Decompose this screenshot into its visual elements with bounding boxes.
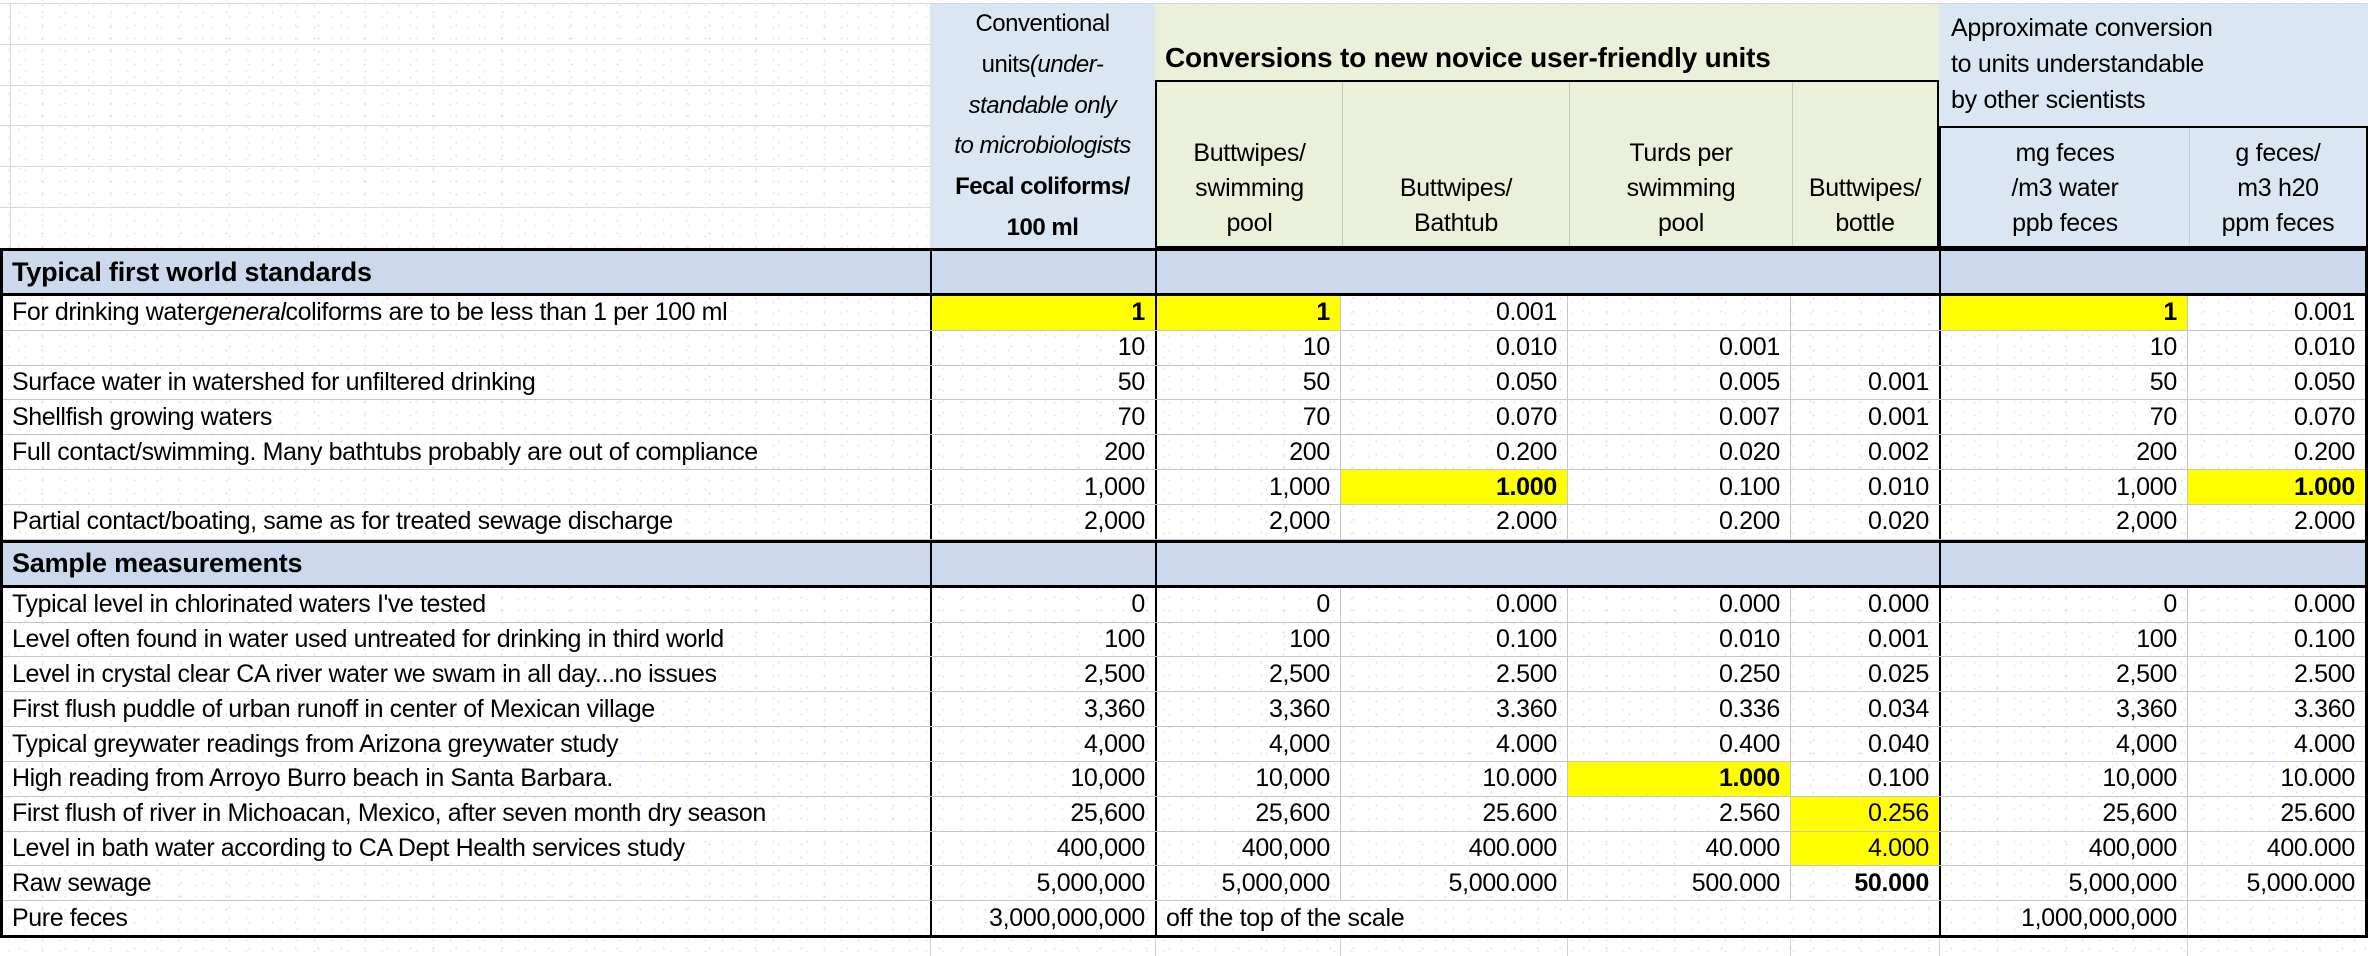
conventional-header-line: Conventional: [975, 10, 1110, 38]
cell[interactable]: [2187, 543, 2365, 585]
cell[interactable]: 400,000: [930, 832, 1155, 866]
cell[interactable]: 50.000: [1790, 866, 1939, 900]
cell[interactable]: 1: [1939, 296, 2187, 330]
conventional-header-line: 100 ml: [1006, 213, 1079, 241]
cell[interactable]: 100: [1939, 623, 2187, 657]
cell[interactable]: 2,000: [930, 505, 1155, 539]
table-row: [3, 692, 2365, 727]
cell[interactable]: [2187, 901, 2365, 935]
conventional-header-line: units (under-: [981, 51, 1104, 78]
table-row: [3, 832, 2365, 867]
table-row: [3, 505, 2365, 540]
cell[interactable]: 70: [1939, 400, 2187, 434]
cell[interactable]: 0.020: [1567, 435, 1790, 469]
row-label[interactable]: Full contact/swimming. Many bathtubs probably are out of compliance: [12, 437, 758, 466]
section-row: [3, 540, 2365, 588]
header-conventional-units[interactable]: [930, 4, 1155, 248]
cell[interactable]: 1: [1155, 296, 1340, 330]
cell[interactable]: 1: [930, 296, 1155, 330]
cell[interactable]: 0.010: [1790, 470, 1939, 504]
cell[interactable]: 0.070: [1340, 400, 1567, 434]
cell[interactable]: 2.500: [1340, 657, 1567, 691]
conventional-header-line: to microbiologists: [954, 132, 1131, 160]
table-row: [3, 866, 2365, 901]
cell[interactable]: 1,000,000,000: [1939, 901, 2187, 935]
table-row: [3, 296, 2365, 331]
cell[interactable]: 0.000: [1790, 588, 1939, 622]
cell[interactable]: 0.250: [1567, 657, 1790, 691]
cell[interactable]: 0.007: [1567, 400, 1790, 434]
cell[interactable]: 50: [930, 366, 1155, 400]
table-row: [3, 657, 2365, 692]
scientific-units-columns: [1939, 126, 2368, 248]
table-row: [3, 331, 2365, 366]
cell[interactable]: 0.400: [1567, 727, 1790, 761]
grid-line: [1340, 938, 1341, 956]
cell[interactable]: 10,000: [1155, 762, 1340, 796]
grid-line: [2187, 938, 2188, 956]
cell[interactable]: 2,500: [930, 657, 1155, 691]
cell[interactable]: 0.040: [1790, 727, 1939, 761]
cell[interactable]: 25,600: [1939, 797, 2187, 831]
cell[interactable]: 5,000.000: [1340, 866, 1567, 900]
table-row: [3, 588, 2365, 623]
cell[interactable]: 0.100: [1340, 623, 1567, 657]
cell[interactable]: 5,000,000: [1939, 866, 2187, 900]
table-row: [3, 762, 2365, 797]
cell[interactable]: 0.200: [2187, 435, 2365, 469]
cell[interactable]: 200: [930, 435, 1155, 469]
col-header-ppm-feces[interactable]: g feces/ m3 h20 ppm feces: [2189, 128, 2366, 246]
cell[interactable]: 100: [1155, 623, 1340, 657]
cell[interactable]: 4.000: [1790, 832, 1939, 866]
table-row: [3, 901, 2365, 935]
conversion-table: [0, 248, 2368, 938]
cell[interactable]: [1939, 543, 2187, 585]
row-label[interactable]: High reading from Arroyo Burro beach in Santa Barbara.: [12, 764, 613, 793]
scientific-units-title: [1939, 4, 2368, 118]
cell[interactable]: 0.020: [1790, 505, 1939, 539]
cell[interactable]: 0.200: [1567, 505, 1790, 539]
row-label[interactable]: Typical greywater readings from Arizona greywater study: [12, 729, 619, 758]
col-header-buttwipes-per-bathtub[interactable]: Buttwipes/ Bathtub: [1342, 82, 1569, 246]
cell[interactable]: [930, 251, 1155, 293]
empty-cell-row[interactable]: [0, 4, 930, 45]
cell[interactable]: [1155, 543, 1340, 585]
cell[interactable]: 2,000: [1155, 505, 1340, 539]
row-label[interactable]: Shellfish growing waters: [12, 402, 272, 431]
cell[interactable]: 25,600: [1155, 797, 1340, 831]
header-novice-units: [1155, 4, 1939, 248]
cell[interactable]: 0.000: [2187, 588, 2365, 622]
cell[interactable]: [1939, 251, 2187, 293]
row-label[interactable]: Level in crystal clear CA river water we swam in all day...no issues: [12, 659, 717, 688]
scientific-title-line: to units understandable: [1951, 50, 2205, 78]
cell[interactable]: 10: [1155, 331, 1340, 365]
row-label[interactable]: First flush puddle of urban runoff in center of Mexican village: [12, 694, 655, 723]
grid-line: [930, 938, 931, 956]
row-label[interactable]: [3, 331, 930, 365]
cell[interactable]: [1567, 296, 1790, 330]
cell[interactable]: 0.001: [1790, 400, 1939, 434]
cell[interactable]: 0.025: [1790, 657, 1939, 691]
cell[interactable]: [1567, 251, 1790, 293]
cell[interactable]: 100: [930, 623, 1155, 657]
cell[interactable]: 1,000: [1155, 470, 1340, 504]
row-label[interactable]: Typical level in chlorinated waters I've tested: [12, 590, 486, 619]
cell[interactable]: 1,000: [1939, 470, 2187, 504]
cell[interactable]: 5,000.000: [2187, 866, 2365, 900]
row-label[interactable]: Pure feces: [12, 903, 128, 932]
cell[interactable]: 400.000: [1340, 832, 1567, 866]
cell[interactable]: 1.000: [1567, 762, 1790, 796]
table-row: [3, 366, 2365, 401]
cell[interactable]: 0.100: [1790, 762, 1939, 796]
grid-line: [1155, 938, 1156, 956]
row-label[interactable]: [3, 470, 930, 504]
cell[interactable]: 2.000: [1340, 505, 1567, 539]
cell[interactable]: 400,000: [1939, 832, 2187, 866]
cell[interactable]: 50: [1939, 366, 2187, 400]
cell[interactable]: 0: [930, 588, 1155, 622]
cell[interactable]: [1790, 331, 1939, 365]
grid-line: [1939, 938, 1940, 956]
table-row: [3, 435, 2365, 470]
header-scientific-units: [1939, 4, 2368, 248]
row-label[interactable]: Raw sewage: [12, 868, 152, 897]
cell[interactable]: 5,000,000: [1155, 866, 1340, 900]
cell[interactable]: 3.360: [2187, 692, 2365, 726]
cell[interactable]: 10: [1939, 331, 2187, 365]
cell[interactable]: 2.000: [2187, 505, 2365, 539]
cell[interactable]: [1790, 251, 1939, 293]
row-label[interactable]: Surface water in watershed for unfiltered drinking: [12, 368, 536, 397]
cell[interactable]: 0.336: [1567, 692, 1790, 726]
cell[interactable]: 3,000,000,000: [930, 901, 1155, 935]
cell[interactable]: 3,360: [930, 692, 1155, 726]
cell[interactable]: 4.000: [2187, 727, 2365, 761]
cell[interactable]: 25.600: [1340, 797, 1567, 831]
cell[interactable]: 70: [930, 400, 1155, 434]
col-header-turds-per-swimming-pool[interactable]: Turds per swimming pool: [1569, 82, 1792, 246]
cell[interactable]: [1340, 543, 1567, 585]
table-row: [3, 623, 2365, 658]
cell[interactable]: 4,000: [930, 727, 1155, 761]
cell[interactable]: 0.050: [2187, 366, 2365, 400]
cell[interactable]: 400.000: [2187, 832, 2365, 866]
cell[interactable]: 3.360: [1340, 692, 1567, 726]
grid-line: [1567, 938, 1568, 956]
cell[interactable]: 0.001: [1790, 623, 1939, 657]
table-row: [3, 400, 2365, 435]
row-label[interactable]: Level in bath water according to CA Dept Health services study: [12, 834, 685, 862]
cell[interactable]: 50: [1155, 366, 1340, 400]
cell[interactable]: 4,000: [1155, 727, 1340, 761]
cell[interactable]: 2.560: [1567, 797, 1790, 831]
cell[interactable]: 0.000: [1567, 588, 1790, 622]
table-row: [3, 470, 2365, 505]
cell[interactable]: 0.050: [1340, 366, 1567, 400]
grid-line: [1790, 938, 1791, 956]
row-label[interactable]: For drinking water general coliforms are to be less than 1 per 100 ml: [12, 298, 728, 327]
cell[interactable]: [930, 543, 1155, 585]
cell[interactable]: 0.010: [1340, 331, 1567, 365]
cell[interactable]: 0.010: [2187, 331, 2365, 365]
cell[interactable]: 25,600: [930, 797, 1155, 831]
cell[interactable]: 1.000: [1340, 470, 1567, 504]
row-label[interactable]: Level often found in water used untreated for drinking in third world: [12, 625, 724, 654]
cell[interactable]: 3,360: [1155, 692, 1340, 726]
section-row: [3, 251, 2365, 296]
empty-cell-row[interactable]: [0, 86, 930, 127]
cell[interactable]: 0.001: [1567, 331, 1790, 365]
table-row: [3, 797, 2365, 832]
cell[interactable]: 4.000: [1340, 727, 1567, 761]
cell[interactable]: 3,360: [1939, 692, 2187, 726]
cell[interactable]: 1,000: [930, 470, 1155, 504]
cell[interactable]: 0.256: [1790, 797, 1939, 831]
section-label[interactable]: Sample measurements: [12, 548, 303, 579]
scientific-title-line: by other scientists: [1951, 86, 2146, 114]
cell[interactable]: 40.000: [1567, 832, 1790, 866]
row-label[interactable]: First flush of river in Michoacan, Mexico, after seven month dry season: [12, 799, 766, 828]
cell[interactable]: 0.100: [1567, 470, 1790, 504]
cell[interactable]: [1790, 543, 1939, 585]
col-header-ppb-feces[interactable]: mg feces /m3 water ppb feces: [2011, 139, 2119, 237]
scientific-title-line: Approximate conversion: [1951, 14, 2213, 42]
cell[interactable]: [1567, 543, 1790, 585]
cell[interactable]: 5,000,000: [930, 866, 1155, 900]
cell[interactable]: 0.200: [1340, 435, 1567, 469]
cell[interactable]: 2.500: [2187, 657, 2365, 691]
cell[interactable]: 1.000: [2187, 470, 2365, 504]
cell[interactable]: [1155, 251, 1340, 293]
cell[interactable]: 2,500: [1939, 657, 2187, 691]
cell[interactable]: 4,000: [1939, 727, 2187, 761]
cell[interactable]: 10: [930, 331, 1155, 365]
cell[interactable]: 10,000: [930, 762, 1155, 796]
cell[interactable]: 70: [1155, 400, 1340, 434]
cell[interactable]: 0.002: [1790, 435, 1939, 469]
cell[interactable]: off the top of the scale: [1155, 901, 1939, 935]
cell[interactable]: 0.001: [1340, 296, 1567, 330]
cell[interactable]: 0.005: [1567, 366, 1790, 400]
cell[interactable]: 500.000: [1567, 866, 1790, 900]
cell[interactable]: [1340, 251, 1567, 293]
cell[interactable]: 0.034: [1790, 692, 1939, 726]
cell[interactable]: 200: [1155, 435, 1340, 469]
cell[interactable]: 0.000: [1340, 588, 1567, 622]
novice-units-title: Conversions to new novice user-friendly units: [1165, 42, 1771, 73]
cell[interactable]: 0: [1155, 588, 1340, 622]
conventional-header-line: standable only: [968, 91, 1117, 119]
conventional-header-line: Fecal coliforms/: [955, 173, 1130, 201]
cell[interactable]: 10,000: [1939, 762, 2187, 796]
cell[interactable]: 10.000: [2187, 762, 2365, 796]
row-label[interactable]: Partial contact/boating, same as for treated sewage discharge: [12, 507, 673, 536]
table-row: [3, 727, 2365, 762]
col-header-buttwipes-per-bottle[interactable]: Buttwipes/ bottle: [1792, 82, 1937, 246]
cell[interactable]: 0.001: [2187, 296, 2365, 330]
cell[interactable]: 2,000: [1939, 505, 2187, 539]
grid-line: [10, 4, 11, 248]
novice-units-columns: [1155, 80, 1939, 248]
cell[interactable]: 0.070: [2187, 400, 2365, 434]
cell[interactable]: [2187, 251, 2365, 293]
cell[interactable]: 0.100: [2187, 623, 2365, 657]
cell[interactable]: 2,500: [1155, 657, 1340, 691]
empty-cell-row[interactable]: [0, 126, 930, 167]
section-label[interactable]: Typical first world standards: [12, 256, 372, 287]
empty-cell-row[interactable]: [0, 167, 930, 208]
empty-cell-row[interactable]: [0, 45, 930, 86]
cell[interactable]: 0.010: [1567, 623, 1790, 657]
cell[interactable]: 10.000: [1340, 762, 1567, 796]
cell[interactable]: 0: [1939, 588, 2187, 622]
cell[interactable]: 0.001: [1790, 366, 1939, 400]
col-header-buttwipes-per-swimming-pool[interactable]: Buttwipes/ swimming pool: [1193, 139, 1306, 237]
cell[interactable]: 25.600: [2187, 797, 2365, 831]
cell[interactable]: 200: [1939, 435, 2187, 469]
empty-grid-area: [0, 4, 930, 248]
cell[interactable]: 400,000: [1155, 832, 1340, 866]
cell[interactable]: [1790, 296, 1939, 330]
empty-cell-row[interactable]: [0, 208, 930, 248]
